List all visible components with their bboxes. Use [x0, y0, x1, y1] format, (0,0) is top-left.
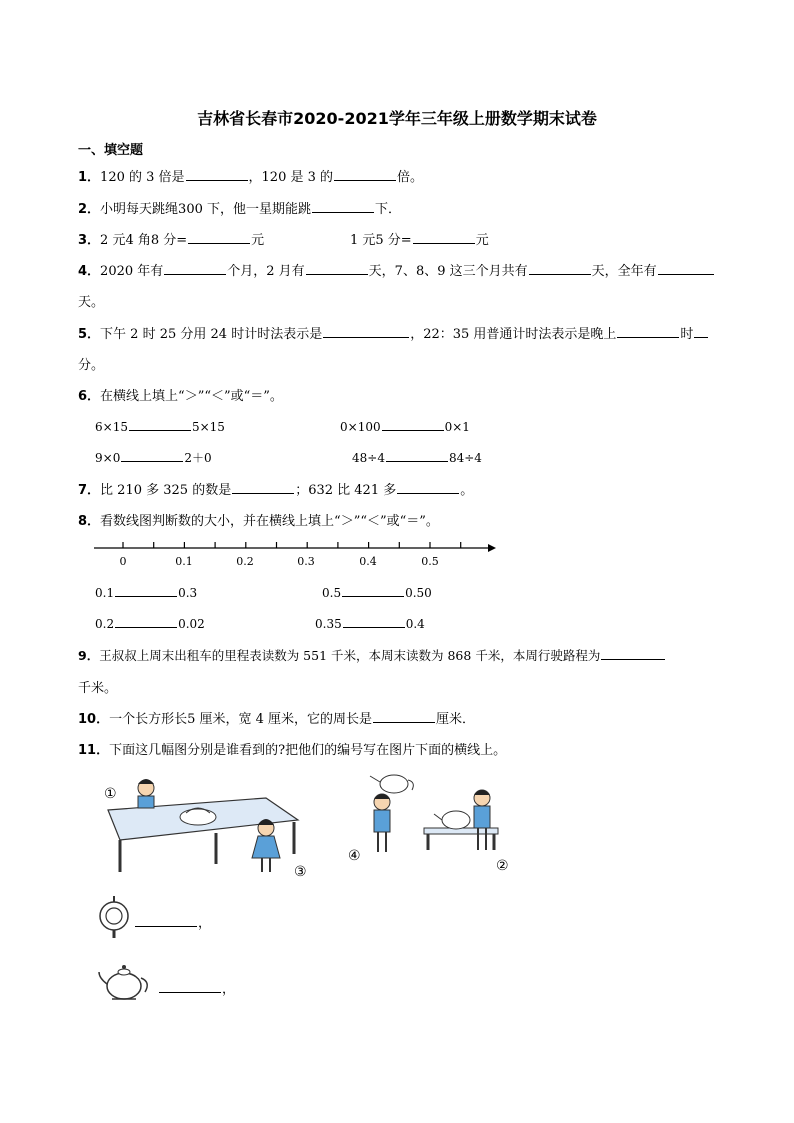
- question-8: [78, 510, 439, 529]
- label-3: ③: [294, 864, 307, 880]
- q8-item-2-blank[interactable]: [342, 583, 404, 597]
- q1-blank-1[interactable]: [186, 167, 248, 181]
- q1-text-b: ，120 是 3 的: [248, 170, 334, 185]
- answer-blank-2[interactable]: [159, 979, 221, 993]
- question-4: [78, 260, 715, 279]
- q5-blank-3[interactable]: [694, 324, 708, 338]
- q8-item-4-blank[interactable]: [343, 614, 405, 628]
- section-heading: 一、填空题: [78, 143, 144, 158]
- q8-item-1: [95, 583, 197, 600]
- q6-text: 在横线上填上“＞”“＜”或“＝”。: [100, 389, 283, 404]
- nl-label-3: 0.3: [297, 555, 315, 568]
- table-teapot: [442, 811, 470, 829]
- q4-text-a: 2020 年有: [100, 264, 164, 279]
- q1-number: 1．: [78, 170, 101, 185]
- q2-blank[interactable]: [312, 199, 374, 213]
- q4-blank-4[interactable]: [658, 261, 714, 275]
- number-line-ticks: [123, 542, 461, 548]
- q1-text-a: 120 的 3 倍是: [100, 170, 185, 185]
- q5-text-b: ，22：35 用普通计时法表示是晚上: [410, 327, 617, 342]
- q4-text-c: 天，7、8、9 这三个月共有: [368, 264, 528, 279]
- question-3: [78, 229, 264, 248]
- held-teapot: [380, 775, 408, 793]
- q4-text-d: 天，全年有: [591, 264, 657, 279]
- q8-item-2-left: 0.5: [322, 586, 342, 600]
- q8-text: 看数线图判断数的大小，并在横线上填上“＞”“＜”或“＝”。: [100, 514, 439, 529]
- q4-blank-3[interactable]: [529, 261, 591, 275]
- number-line: [90, 538, 500, 572]
- girl-dress: [252, 836, 280, 858]
- q7-text-a: 比 210 多 325 的数是: [100, 483, 232, 498]
- question-3-part-2: [350, 229, 489, 248]
- q5-text-a: 下午 2 时 25 分用 24 时计时法表示是: [100, 327, 323, 342]
- q8-item-2-right: 0.50: [405, 586, 432, 600]
- q6-item-4: [352, 448, 482, 465]
- q8-item-4-right: 0.4: [405, 617, 425, 631]
- question-7: [78, 479, 473, 498]
- q3-blank-2[interactable]: [413, 230, 475, 244]
- q6-item-4-blank[interactable]: [386, 448, 448, 462]
- question-11: [78, 739, 506, 758]
- teapot-top-view-icon: [96, 894, 132, 940]
- q6-item-2-right: 0×1: [444, 420, 470, 434]
- boy-2-body: [474, 806, 490, 828]
- label-4: ④: [348, 848, 361, 864]
- q5-blank-1[interactable]: [323, 324, 409, 338]
- q8-item-1-blank[interactable]: [115, 583, 177, 597]
- q7-blank-2[interactable]: [397, 480, 459, 494]
- number-line-arrow: [488, 544, 496, 552]
- q3-text-d: 元: [475, 233, 489, 248]
- q8-item-3-left: 0.2: [95, 617, 115, 631]
- q10-text-b: 厘米．: [436, 712, 476, 727]
- q2-text-b: 下．: [375, 202, 402, 217]
- q3-text-b: 元: [251, 233, 265, 248]
- question-6: [78, 385, 283, 404]
- question-5-cont: [78, 354, 104, 373]
- question-9: [78, 646, 666, 664]
- answer-line-2: [158, 978, 235, 997]
- q9-text-a: 王叔叔上周末出租车的里程表读数为 551 千米，本周末读数为 868 千米，本周行驶路程为: [99, 648, 601, 663]
- q6-item-1-blank[interactable]: [129, 417, 191, 431]
- q10-number: 10．: [78, 712, 110, 727]
- answer-comma-1: ，: [198, 916, 212, 931]
- question-9-cont: [78, 677, 117, 696]
- q10-blank[interactable]: [373, 709, 435, 723]
- q6-item-1: [95, 417, 225, 434]
- q9-blank[interactable]: [601, 646, 665, 660]
- q8-item-4: [315, 614, 425, 631]
- teapot-on-table: [180, 809, 216, 825]
- q8-item-3: [95, 614, 205, 631]
- teapot-scene-illustration: [344, 770, 524, 876]
- page-title: 吉林省长春市2020-2021学年三年级上册数学期末试卷: [197, 109, 597, 128]
- q8-item-3-blank[interactable]: [115, 614, 177, 628]
- q7-blank-1[interactable]: [232, 480, 294, 494]
- nl-label-1: 0.1: [175, 555, 193, 568]
- nl-label-0: 0: [119, 555, 127, 568]
- q6-number: 6．: [78, 389, 101, 404]
- table-scene-illustration: [98, 770, 313, 882]
- q4-text-b: 个月，2 月有: [227, 264, 305, 279]
- q8-item-3-right: 0.02: [178, 617, 205, 631]
- q3-blank-1[interactable]: [188, 230, 250, 244]
- question-10: [78, 708, 475, 727]
- question-2: [78, 198, 401, 217]
- q5-text-c: 时: [680, 327, 694, 342]
- nl-label-2: 0.2: [236, 555, 254, 568]
- q8-item-4-left: 0.35: [315, 617, 342, 631]
- q6-item-1-right: 5×15: [191, 420, 225, 434]
- question-4-cont: [78, 291, 104, 310]
- q11-number: 11．: [78, 743, 110, 758]
- boy-4-body: [374, 810, 390, 832]
- q4-text-e: 天。: [78, 295, 105, 310]
- q1-text-c: 倍。: [397, 170, 424, 185]
- q2-text-a: 小明每天跳绳300 下，他一星期能跳: [100, 202, 311, 217]
- q9-text-b: 千米。: [78, 681, 118, 696]
- q6-item-3-right: 2＋0: [184, 451, 212, 465]
- q2-number: 2．: [78, 202, 101, 217]
- q6-item-1-left: 6×15: [95, 420, 128, 434]
- q8-item-2: [322, 583, 432, 600]
- q6-item-2-left: 0×100: [340, 420, 381, 434]
- q8-item-1-left: 0.1: [95, 586, 115, 600]
- nl-label-4: 0.4: [359, 555, 377, 568]
- question-5: [78, 323, 709, 342]
- label-1: ①: [104, 786, 117, 802]
- q10-text-a: 一个长方形长5 厘米，宽 4 厘米，它的周长是: [109, 712, 373, 727]
- q9-number: 9．: [78, 648, 100, 663]
- q6-item-3: [95, 448, 212, 466]
- answer-comma-2: ，: [222, 982, 236, 997]
- q7-text-b: ；632 比 421 多: [295, 483, 397, 498]
- boy-1-body: [138, 796, 154, 808]
- answer-line-1: [134, 912, 211, 931]
- q4-blank-2[interactable]: [306, 261, 368, 275]
- q6-item-4-left: 48÷4: [352, 451, 385, 465]
- q4-number: 4．: [78, 264, 101, 279]
- q6-item-2: [340, 417, 470, 434]
- answer-blank-1[interactable]: [135, 913, 197, 927]
- q7-number: 7．: [78, 483, 101, 498]
- q6-item-3-left: 9×0: [95, 451, 121, 465]
- q4-blank-1[interactable]: [164, 261, 226, 275]
- teapot-side-view-icon: [96, 960, 156, 1002]
- q6-item-3-blank[interactable]: [121, 448, 183, 462]
- q3-number: 3．: [78, 233, 101, 248]
- q1-blank-2[interactable]: [334, 167, 396, 181]
- q3-text-c: 1 元5 分=: [350, 233, 412, 248]
- q11-text: 下面这几幅图分别是谁看到的?把他们的编号写在图片下面的横线上。: [109, 743, 507, 758]
- q8-number: 8．: [78, 514, 101, 529]
- q3-text-a: 2 元4 角8 分=: [100, 233, 188, 248]
- q7-text-c: 。: [460, 483, 474, 498]
- q5-text-d: 分。: [78, 358, 105, 373]
- q6-item-4-right: 84÷4: [448, 451, 482, 465]
- q6-item-2-blank[interactable]: [382, 417, 444, 431]
- nl-label-5: 0.5: [421, 555, 439, 568]
- q5-number: 5．: [78, 327, 101, 342]
- label-2: ②: [496, 858, 509, 874]
- q8-item-1-right: 0.3: [178, 586, 198, 600]
- question-1: [78, 166, 423, 185]
- q5-blank-2[interactable]: [617, 324, 679, 338]
